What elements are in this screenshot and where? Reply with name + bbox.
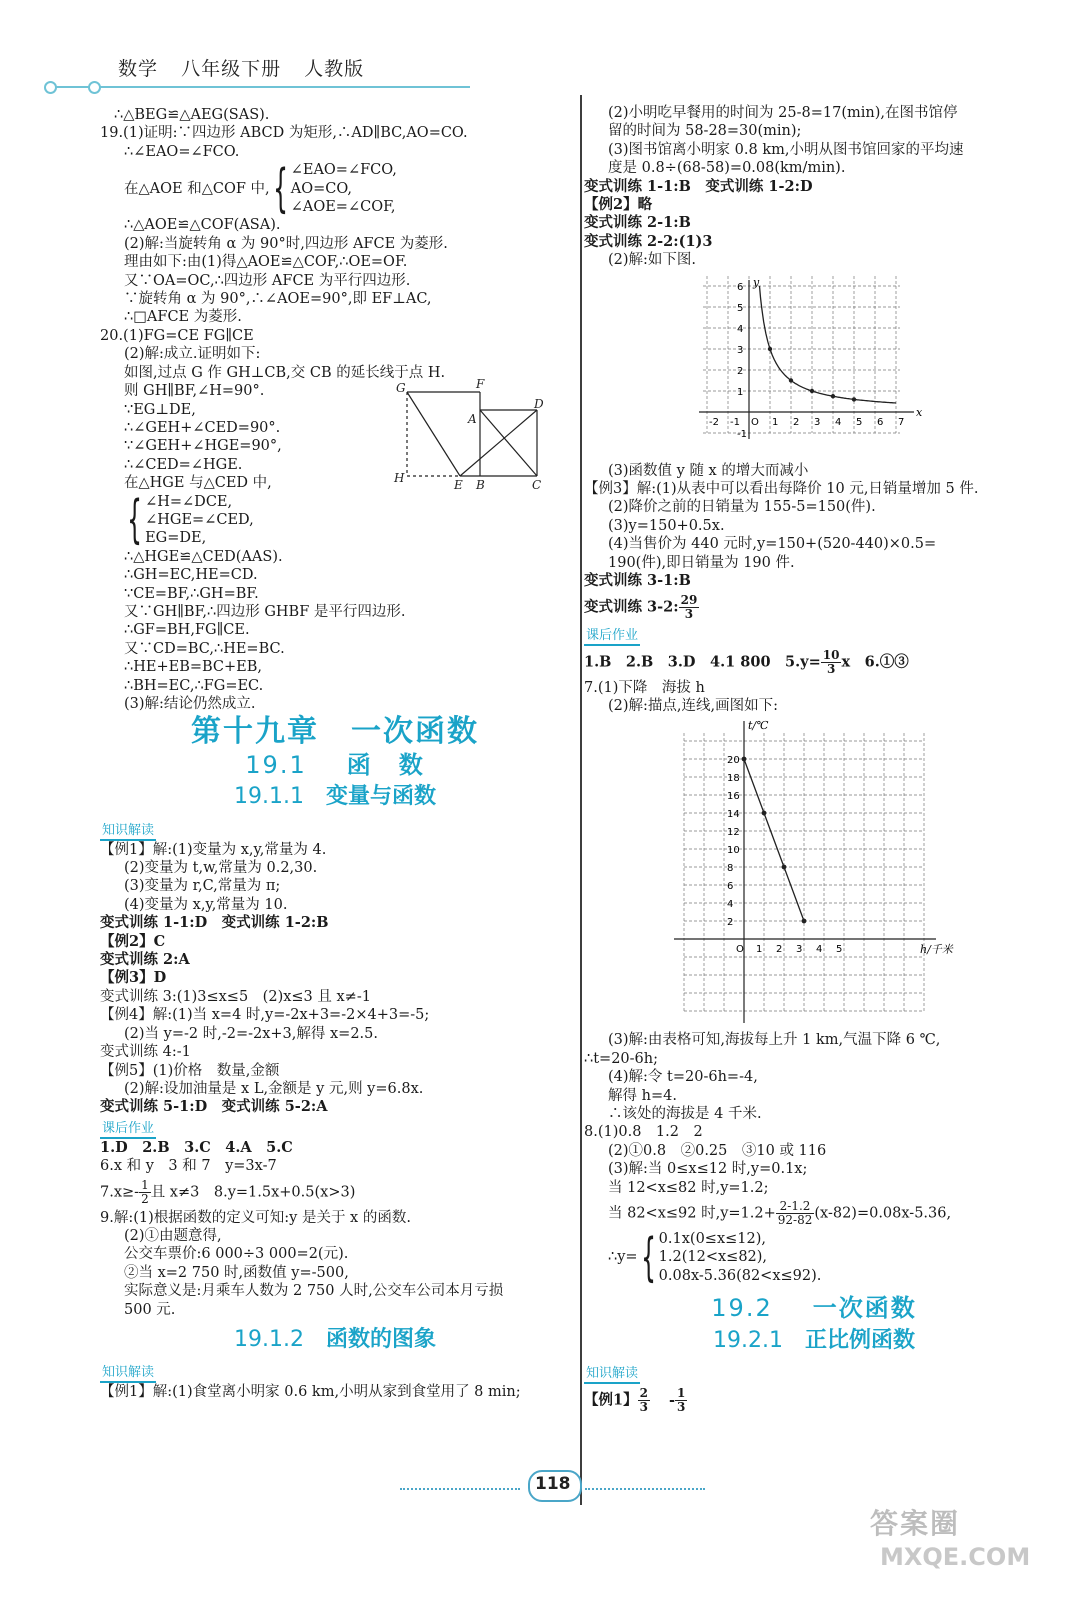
text-line: 6.x 和 y 3 和 7 y=3x-7 <box>100 1158 277 1175</box>
page-number: 118 <box>535 1474 571 1494</box>
text-line <box>584 649 1044 676</box>
text-fragment: 1.B 2.B 3.D 4.1 800 5.y= <box>584 653 821 670</box>
text-line: (2)解:如下图. <box>608 252 697 269</box>
system-rows <box>145 493 254 548</box>
denominator: 2 <box>141 1191 149 1206</box>
data-point <box>831 394 835 398</box>
system-row: EG=DE, <box>145 530 207 547</box>
x-tick-label: O <box>736 944 744 956</box>
text-line: 20.(1)FG=CE FG∥CE <box>100 327 254 344</box>
text-line: (3)函数值 y 随 x 的增大而减小 <box>608 462 809 479</box>
page-header <box>118 60 380 78</box>
y-tick-label: 2 <box>737 365 744 377</box>
text-fragment: ∴y= <box>608 1249 638 1266</box>
x-tick-label: 4 <box>816 944 823 956</box>
section-title <box>584 1294 1044 1323</box>
text-line: ∴∠GEH+∠CED=90°. <box>124 419 281 436</box>
page-dots-left <box>400 1488 520 1490</box>
segment-ge <box>407 392 460 476</box>
text-line: 又∵OA=OC,∴四边形 AFCE 为平行四边形. <box>124 272 411 289</box>
geometry-figure <box>390 378 550 493</box>
text-line: ∵CE=BF,∴GH=BF. <box>124 585 259 602</box>
graph-inverse-function <box>684 274 944 459</box>
text-line: (3)y=150+0.5x. <box>608 517 725 534</box>
text-line: ∴BH=EC,∴FG=EC. <box>124 677 264 694</box>
section-number: 19.1 <box>245 750 307 779</box>
text-line: ∴GH=EC,HE=CD. <box>124 567 258 584</box>
tag-knowledge: 知识解读 <box>584 1366 640 1384</box>
text-line: ∴GF=BH,FG∥CE. <box>124 622 250 639</box>
y-tick-label: 12 <box>727 827 740 839</box>
data-point <box>810 388 814 392</box>
text-line: (3)解:结论仍然成立. <box>124 696 256 712</box>
denominator: 92-82 <box>777 1212 813 1227</box>
text-line: 19.(1)证明:∵四边形 ABCD 为矩形,∴AD∥BC,AO=CO. <box>100 125 468 142</box>
point-label-h: H <box>394 471 405 485</box>
header-subject: 数学 <box>118 58 159 80</box>
text-line: ∴△AOE≌△COF(ASA). <box>124 217 281 234</box>
fraction <box>821 649 842 676</box>
fraction <box>679 594 700 621</box>
header-grade: 八年级下册 <box>181 58 282 80</box>
text-line: 则 GH∥BF,∠H=90°. <box>124 383 265 400</box>
text-fragment: 当 82<x≤92 时,y=1.2+ <box>608 1205 776 1222</box>
subsection-name: 变量与函数 <box>325 784 436 810</box>
text-line: 190(件),即日销量为 190 件. <box>608 554 795 571</box>
subsection-number: 19.1.1 <box>234 784 304 810</box>
text-line: 【例3】D <box>100 969 167 987</box>
header-edition: 人教版 <box>304 58 365 80</box>
text-line: 变式训练 2-2:(1)3 <box>584 232 713 250</box>
x-axis-label: h/千米 <box>920 943 953 957</box>
x-tick-label: -1 <box>730 416 740 428</box>
point-label-f: F <box>476 378 485 391</box>
point-label-b: B <box>476 478 485 492</box>
text-line: 500 元. <box>124 1301 176 1318</box>
text-line: (2)变量为 t,w,常量为 0.2,30. <box>124 860 318 877</box>
header-rule <box>50 86 470 88</box>
text-line: 度是 0.8÷(68-58)=0.08(km/min). <box>608 160 846 177</box>
y-tick-label: 10 <box>727 845 740 857</box>
x-tick-label: 2 <box>776 944 783 956</box>
point-label-g: G <box>396 381 406 395</box>
text-line: 在△AOE 和△COF 中, <box>124 180 270 197</box>
text-line: 【例5】(1)价格 数量,金额 <box>100 1062 280 1079</box>
data-point <box>789 378 793 382</box>
system-rows <box>659 1230 822 1285</box>
text-line: 【例1】解:(1)食堂离小明家 0.6 km,小明从家到食堂用了 8 min; <box>100 1384 521 1401</box>
text-line: (3)解:由表格可知,海拔每上升 1 km,气温下降 6 ℃, <box>608 1032 941 1049</box>
text-line: ②当 x=2 750 时,函数值 y=-500, <box>124 1264 349 1281</box>
text-line <box>584 1200 1044 1227</box>
denominator: 3 <box>684 606 694 621</box>
text-line: (3)解:当 0≤x≤12 时,y=0.1x; <box>608 1161 808 1178</box>
point-label-d: D <box>534 397 544 411</box>
text-fragment: - <box>669 1391 676 1409</box>
text-line: (2)①由题意得, <box>124 1227 222 1244</box>
text-line: 变式训练 5-1:D 变式训练 5-2:A <box>100 1098 328 1116</box>
x-tick-label: O <box>751 416 759 428</box>
y-tick-label: 8 <box>727 863 734 875</box>
page-dots-right <box>585 1488 705 1490</box>
x-tick-label: 2 <box>793 416 800 428</box>
text-line: ∴t=20-6h; <box>584 1050 659 1067</box>
text-line: (2)当 y=-2 时,-2=-2x+3,解得 x=2.5. <box>124 1025 378 1042</box>
text-line: (2)解:成立.证明如下: <box>124 346 261 363</box>
subsection-name: 正比例函数 <box>804 1327 915 1353</box>
data-point <box>768 346 772 350</box>
y-tick-label: 14 <box>727 809 740 821</box>
system-row: ∠EAO=∠FCO, <box>290 162 397 179</box>
denominator: 3 <box>677 1400 686 1414</box>
data-point <box>742 757 747 762</box>
tag-knowledge: 知识解读 <box>100 823 156 841</box>
y-tick-label: 2 <box>727 917 734 929</box>
x-tick-label: 6 <box>877 416 884 428</box>
watermark-logo: 答案圈 <box>870 1507 961 1540</box>
text-line: 【例2】略 <box>584 196 653 214</box>
brace-icon: { <box>272 158 288 219</box>
series-curve <box>760 286 897 403</box>
text-line: ∵EG⊥DE, <box>124 401 196 418</box>
text-line: 如图,过点 G 作 GH⊥CB,交 CB 的延长线于点 H. <box>124 364 446 381</box>
data-point <box>782 865 787 870</box>
text-line: 变式训练 1-1:D 变式训练 1-2:B <box>100 914 329 932</box>
text-line: 变式训练 3-1:B <box>584 572 691 590</box>
numerator: 1 <box>141 1177 149 1192</box>
text-line: 公交车票价:6 000÷3 000=2(元). <box>124 1246 349 1263</box>
x-tick-label: 5 <box>836 944 843 956</box>
graph1-slot <box>584 270 1044 462</box>
y-tick-label: 3 <box>737 344 744 356</box>
text-line: 【例2】C <box>100 932 166 950</box>
data-point <box>852 397 856 401</box>
section-number: 19.2 <box>711 1294 773 1323</box>
text-line: 在△HGE 与△CED 中, <box>124 475 272 492</box>
text-line <box>100 1179 570 1206</box>
text-fragment: 【例1】 <box>584 1391 638 1409</box>
system-row: 1.2(12<x≤82), <box>658 1249 768 1266</box>
watermark-url: MXQE.COM <box>880 1543 1031 1571</box>
subsection-number: 19.2.1 <box>713 1327 783 1353</box>
subsection-title <box>100 784 570 810</box>
numerator: 2-1.2 <box>776 1200 815 1214</box>
column-divider <box>580 95 582 1505</box>
text-line: (3)变量为 r,C,常量为 π; <box>124 878 281 895</box>
system-row: AO=CO, <box>290 180 352 197</box>
fraction <box>776 1200 815 1227</box>
text-line: (2)解:当旋转角 α 为 90°时,四边形 AFCE 为菱形. <box>124 235 448 252</box>
tag-homework: 课后作业 <box>100 1121 156 1139</box>
denominator: 3 <box>826 661 836 676</box>
header-dot-mid <box>88 81 101 94</box>
text-line: 7.(1)下降 海拔 h <box>584 679 705 696</box>
text-line: 变式训练 2-1:B <box>584 214 691 232</box>
text-line: (4)当售价为 440 元时,y=150+(520-440)×0.5= <box>608 536 937 553</box>
x-tick-label: 4 <box>835 416 842 428</box>
text-line: ∴□AFCE 为菱形. <box>124 309 242 326</box>
system-row: ∠H=∠DCE, <box>145 493 233 510</box>
text-line: 解得 h=4. <box>608 1087 677 1104</box>
y-tick-label: 20 <box>727 755 740 767</box>
y-tick-label: 18 <box>727 773 740 785</box>
text-line: 8.(1)0.8 1.2 2 <box>584 1124 703 1141</box>
text-line: ∴该处的海拔是 4 千米. <box>608 1105 762 1122</box>
system-row: ∠AOE=∠COF, <box>290 199 396 216</box>
text-line <box>584 594 1044 621</box>
text-line: (2)解:设加油量是 x L,金额是 y 元,则 y=6.8x. <box>124 1080 424 1097</box>
x-tick-label: 1 <box>756 944 763 956</box>
text-line: (2)①0.8 ②0.25 ③10 或 116 <box>608 1142 827 1159</box>
data-point <box>802 919 807 924</box>
system-rows <box>291 161 397 216</box>
y-tick-label: 1 <box>737 386 744 398</box>
data-point <box>762 811 767 816</box>
text-line: 【例1】解:(1)变量为 x,y,常量为 4. <box>100 841 327 858</box>
equation-system <box>100 158 570 219</box>
text-line: 留的时间为 58-28=30(min); <box>608 123 802 140</box>
x-tick-label: -2 <box>709 416 719 428</box>
section-title <box>100 750 570 779</box>
point-label-c: C <box>532 478 542 492</box>
system-row: 0.08x-5.36(82<x≤92). <box>658 1267 822 1284</box>
y-tick-label: 6 <box>737 281 744 293</box>
point-label-a: A <box>468 412 477 426</box>
y-tick-label: 16 <box>727 791 740 803</box>
x-tick-label: 1 <box>772 416 779 428</box>
fraction <box>638 1387 650 1414</box>
text-line: 又∵GH∥BF,∴四边形 GHBF 是平行四边形. <box>124 603 406 620</box>
x-tick-label: 3 <box>814 416 821 428</box>
text-line: (4)解:令 t=20-6h=-4, <box>608 1069 758 1086</box>
text-line: 1.D 2.B 3.C 4.A 5.C <box>100 1138 293 1156</box>
brace-icon: { <box>640 1227 656 1288</box>
text-line: ∴HE+EB=BC+EB, <box>124 659 263 676</box>
left-column <box>100 106 570 1402</box>
text-fragment: 7.x≥- <box>100 1184 140 1201</box>
right-column <box>584 104 1044 1417</box>
subsection-title <box>584 1327 1044 1353</box>
text-fragment: 变式训练 3-2: <box>584 598 679 615</box>
y-tick-label: 6 <box>727 881 734 893</box>
series-line <box>744 759 804 921</box>
subsection-title <box>100 1326 570 1352</box>
x-tick-label: 3 <box>796 944 803 956</box>
numerator: 10 <box>822 647 840 662</box>
equation-system <box>584 1227 1044 1288</box>
text-line: 理由如下:由(1)得△AOE≌△COF,∴OE=OF. <box>124 254 408 271</box>
text-line: 【例4】解:(1)当 x=4 时,y=-2x+3=-2×4+3=-5; <box>100 1007 430 1024</box>
segment-ac <box>480 410 537 476</box>
text-line: 变式训练 2:A <box>100 951 190 969</box>
section-name: 一次函数 <box>812 1294 917 1323</box>
system-row: 0.1x(0≤x≤12), <box>658 1230 766 1247</box>
text-line: ∴∠CED=∠HGE. <box>124 456 243 473</box>
text-line: 当 12<x≤82 时,y=1.2; <box>608 1179 769 1196</box>
x-axis-label: x <box>916 405 923 419</box>
section-name: 函 数 <box>346 750 425 779</box>
text-line: (2)解:描点,连线,画图如下: <box>608 697 779 714</box>
x-tick-label: 5 <box>856 416 863 428</box>
numerator: 29 <box>680 592 698 607</box>
text-line: 9.解:(1)根据函数的定义可知:y 是关于 x 的函数. <box>100 1209 411 1226</box>
text-line: ∵∠GEH+∠HGE=90°, <box>124 438 282 455</box>
y-tick-label: 4 <box>727 899 734 911</box>
text-fragment: (x-82)=0.08x-5.36, <box>814 1205 952 1222</box>
subsection-name: 函数的图象 <box>325 1326 436 1352</box>
graph-temperature-altitude <box>674 717 964 1029</box>
y-axis-label: y <box>753 275 760 289</box>
text-line: 【例3】解:(1)从表中可以看出每降价 10 元,日销量增加 5 件. <box>584 481 979 498</box>
text-line: ∴△BEG≌△AEG(SAS). <box>114 107 270 123</box>
text-fragment: x 6.①③ <box>841 653 909 670</box>
chapter-title: 第十九章 一次函数 <box>191 714 479 750</box>
text-line: 实际意义是:月乘车人数为 2 750 人时,公交车公司本月亏损 <box>124 1283 504 1300</box>
text-line: ∴∠EAO=∠FCO. <box>124 143 240 160</box>
equation-system <box>100 490 570 551</box>
y-tick-label: 4 <box>737 323 744 335</box>
graph2-slot <box>584 715 1044 1031</box>
text-line: ∵旋转角 α 为 90°,∴∠AOE=90°,即 EF⊥AC, <box>124 291 432 308</box>
point-label-e: E <box>454 478 463 492</box>
y-axis-label: t/℃ <box>748 719 769 733</box>
tag-knowledge: 知识解读 <box>100 1365 156 1383</box>
text-fragment: 且 x≠3 8.y=1.5x+0.5(x>3) <box>150 1184 356 1201</box>
tag-homework: 课后作业 <box>584 628 640 646</box>
system-row: ∠HGE=∠CED, <box>145 511 254 528</box>
y-tick-label: -1 <box>737 428 747 440</box>
text-line: (3)图书馆离小明家 0.8 km,小明从图书馆回家的平均速 <box>608 141 964 158</box>
text-line: (4)变量为 x,y,常量为 10. <box>124 896 288 913</box>
text-line <box>584 1387 1044 1414</box>
text-line: ∴△HGE≌△CED(AAS). <box>124 548 283 565</box>
y-tick-label: 5 <box>737 302 744 314</box>
header-dot-left <box>44 81 57 94</box>
subsection-number: 19.1.2 <box>234 1326 304 1352</box>
fraction <box>139 1179 151 1206</box>
x-tick-label: 7 <box>898 416 905 428</box>
brace-icon: { <box>127 490 142 551</box>
fraction <box>675 1387 687 1414</box>
text-line: (2)降价之前的日销量为 155-5=150(件). <box>608 499 876 516</box>
text-line: 变式训练 1-1:B 变式训练 1-2:D <box>584 177 813 195</box>
denominator: 3 <box>639 1400 648 1414</box>
text-line: 变式训练 4:-1 <box>100 1044 191 1061</box>
text-line: (2)小明吃早餐用的时间为 25-8=17(min),在图书馆停 <box>608 105 958 121</box>
numerator: 2 <box>639 1386 648 1400</box>
text-line: 变式训练 3:(1)3≤x≤5 (2)x≤3 且 x≠-1 <box>100 988 371 1005</box>
numerator: 1 <box>677 1386 686 1400</box>
text-line: 又∵CD=BC,∴HE=BC. <box>124 640 285 657</box>
